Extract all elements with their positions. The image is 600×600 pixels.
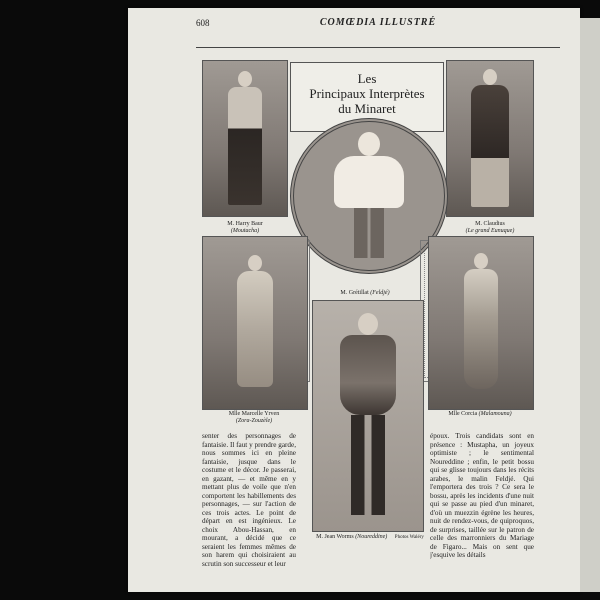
caption-marcelle-yrven <box>204 411 304 425</box>
caption-claudius <box>444 221 536 235</box>
caption-name: Mlle Corcia <box>448 411 478 417</box>
text-column-left: senter des personnages de fantaisie. Il faut y prendre garde, nous sommes ici en pleine fantaisie, jusque dans le costume et le décor. Je passerai, en gazant, — et même en y mettant plus de voile que n'en comportent les habillements des personnages, — sur l'action de ces trois actes. Le point de départ en est ingénieux. Le choix Abou-Hassan, en mourant, a décidé que ce seraient les femmes mêmes de son harem qui choisiraient au scrutin son successeur et leur <box>202 432 296 568</box>
masthead: COMŒDIA ILLUSTRÉ <box>319 17 437 28</box>
text-column-right: époux. Trois candidats sont en présence : Mustapha, un joyeux optimiste ; le sentimental Noureddine ; enfin, le petit bossu qui se glisse toujours dans les récits arabes, le malin Feldjé. Qui l'emportera des trois ? Ce sera le bossu, après les incidents d'une nuit qui se passe au pied d'un minaret, d'où un muezzin égrène les heures, nuit de rendez-vous, de quiproquos, de surprises, taillée sur le patron de celle des marronniers du Mariage de Figaro... Mais on sent que j'esquive les détails <box>430 432 534 559</box>
photo-claudius <box>446 60 534 217</box>
header-rule <box>196 47 560 48</box>
photo-credit: Photos Waléry <box>394 535 424 540</box>
page-header <box>196 18 560 32</box>
page-number: 608 <box>196 18 210 28</box>
photo-jean-worms <box>312 300 424 532</box>
caption-role: (Feldjé) <box>370 290 390 296</box>
caption-role: (Malamouna) <box>478 411 512 417</box>
caption-gretillat <box>320 290 410 297</box>
caption-harry-baur <box>200 221 290 235</box>
caption-name: M. Claudius <box>475 221 505 227</box>
caption-corcia <box>430 411 530 418</box>
caption-name: M. Harry Baur <box>227 221 263 227</box>
caption-name: M. Grétillat <box>340 290 369 296</box>
caption-role: (Moutacha) <box>230 228 260 234</box>
page-edge <box>580 18 600 592</box>
caption-role: (Zora-Zouzèle) <box>235 418 273 424</box>
caption-role: (Noureddine) <box>355 534 388 540</box>
photo-marcelle-yrven <box>202 236 308 410</box>
title-line-3: du Minaret <box>338 101 396 116</box>
caption-name: Mlle Marcelle Yrven <box>228 411 280 417</box>
photo-corcia <box>428 236 534 410</box>
title-line-2: Principaux Interprètes <box>309 86 425 101</box>
caption-role: (Le grand Eunuque) <box>465 228 515 234</box>
photo-harry-baur <box>202 60 288 217</box>
caption-name: M. Jean Worms <box>316 534 354 540</box>
title-line-1: Les <box>357 71 377 86</box>
caption-jean-worms <box>300 534 440 541</box>
